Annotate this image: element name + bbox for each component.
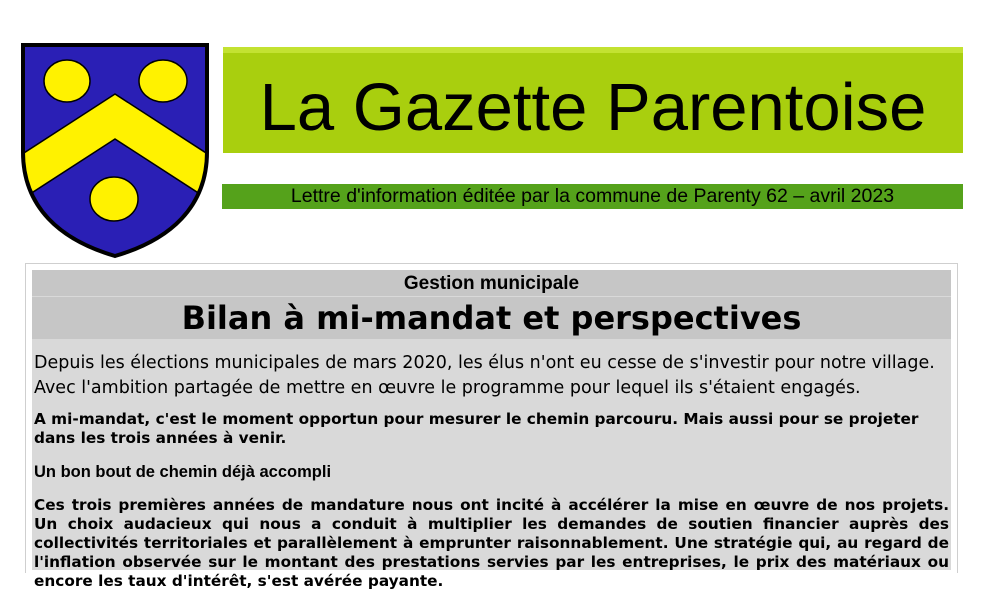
- roundel-top-right: [139, 60, 187, 102]
- coat-of-arms-icon: [20, 42, 210, 260]
- article-panel: [32, 270, 951, 590]
- article-lead: A mi-mandat, c'est le moment opportun pour mesurer le chemin parcouru. Mais aussi pour se projeter dans les trois années à venir.: [34, 410, 919, 447]
- article-box: [25, 263, 958, 590]
- article-intro: Depuis les élections municipales de mars 2020, les élus n'ont eu cesse de s'investir pour notre village. Avec l'ambition partagée de mettre en œuvre le programme pour lequel ils s'étaient engagés.: [34, 353, 935, 398]
- section-label: Gestion municipale: [32, 270, 951, 296]
- masthead-title: La Gazette Parentoise: [259, 70, 927, 145]
- roundel-bottom: [90, 177, 138, 221]
- article-subheading: Un bon bout de chemin déjà accompli: [34, 463, 332, 481]
- masthead-subtitle: Lettre d'information éditée par la commune de Parenty 62 – avril 2023: [290, 185, 895, 207]
- masthead-subtitle-band: [222, 184, 963, 209]
- article-headline: Bilan à mi-mandat et perspectives: [32, 297, 951, 339]
- article-body: Ces trois premières années de mandature nous ont incité à accélérer la mise en œuvre de nos projets. Un choix audacieux qui nous a conduit à multiplier les demandes de soutien financier auprès des collectivités territoriales et parallèlement à emprunter raisonnablement. Une stratégie qui, au regard de l'inflation observée sur le montant des prestations servies par les entreprises, le prix des matériaux ou encore les taux d'intérêt, s'est avérée payante.: [34, 496, 949, 590]
- roundel-top-left: [44, 60, 90, 102]
- masthead-title-band: [223, 47, 963, 153]
